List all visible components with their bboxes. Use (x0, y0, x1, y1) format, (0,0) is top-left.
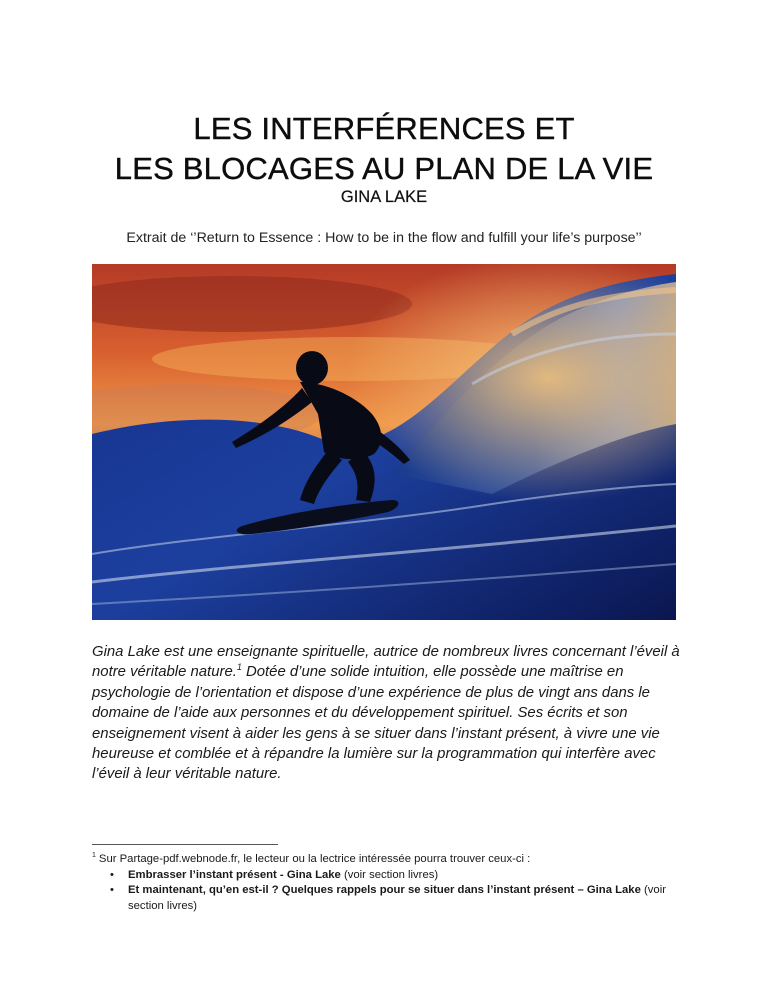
source-citation: Extrait de ‘’Return to Essence : How to be in the flow and fulfill your life’s purpose’’ (126, 230, 642, 246)
bullet-icon: • (110, 884, 114, 896)
footnote-number: 1 (92, 852, 96, 860)
footnote-intro: Sur Partage-pdf.webnode.fr, le lecteur ou la lectrice intéressée pourra trouver ceux-ci : (98, 853, 531, 865)
list-item (92, 868, 692, 884)
book-title: Embrasser l’instant présent - Gina Lake (128, 868, 341, 881)
list-item (92, 883, 692, 914)
title-line-2: LES BLOCAGES AU PLAN DE LA VIE (114, 150, 654, 186)
footnote-intro-line (92, 852, 692, 868)
book-note: (voir section livres) (340, 868, 439, 881)
bullet-icon: • (110, 868, 114, 881)
footnote-list (92, 868, 692, 915)
title-line-1: LES INTERFÉRENCES ET (193, 110, 575, 146)
footnote-divider (92, 844, 278, 845)
document-title (0, 109, 768, 189)
bio-text-part-2: Dotée d’une solide intuition, elle possède une maîtrise en psychologie de l’orientation et dispose d’une expérience de plus de vingt ans dans le domaine de l’aide aux personnes et du développement spirituel. Ses écrits et son enseignement visent à aider les gens à se situer dans l’instant présent, à vivre une vie heureuse et comblée et à répandre la lumière sur la programmation qui interfère avec l’éveil à leur véritable nature. (92, 664, 660, 783)
surfer-photo (92, 264, 676, 620)
book-title: Et maintenant, qu’en est-il ? Quelques rappels pour se situer dans l’instant présent – Gina Lake (128, 884, 641, 896)
footnote (92, 852, 692, 914)
author-bio (92, 642, 692, 785)
book-note: (voir section livres) (128, 884, 666, 912)
author-name: GINA LAKE (340, 188, 428, 206)
bio-text-part-1: Gina Lake est une enseignante spirituelle, autrice de nombreux livres concernant l’éveil à notre véritable nature. (92, 644, 680, 681)
footnote-ref[interactable]: 1 (236, 662, 242, 673)
